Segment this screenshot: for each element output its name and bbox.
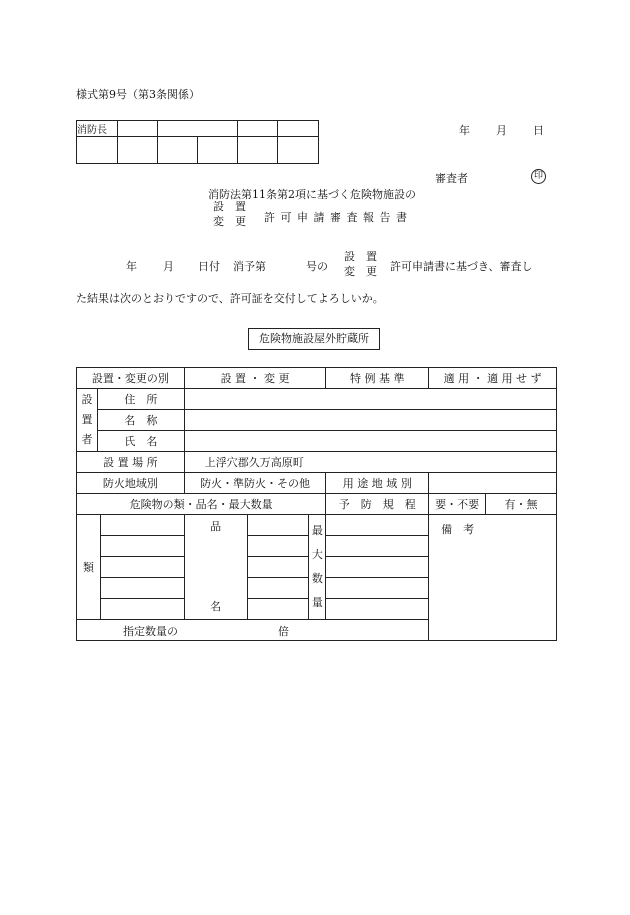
facility-type-box: 危険物施設屋外貯蔵所 [248,328,380,350]
title-line1: 消防法第11条第2項に基づく危険物施設の [208,188,416,201]
max-char: 量 [311,596,323,609]
installer-label [77,389,98,452]
intro-tail: 許可申請書に基づき、審査し [390,260,533,273]
installer-char: 設 [81,393,93,406]
main-form-table [76,367,557,641]
fire-zone-value: 防火・準防火・その他 [184,473,326,494]
use-zone-label: 用 途 地 域 別 [326,473,429,494]
install-change-label: 設置・変更の別 [77,368,185,389]
intro-option-install: 設 置 [344,250,377,263]
approval-stamp-table [76,120,319,164]
location-label: 設 置 場 所 [77,452,185,473]
designated-quantity-row [77,620,429,641]
item-name-cell [247,515,309,536]
item-name-cell [247,536,309,557]
special-standard-label: 特 例 基 準 [326,368,429,389]
item-name-cell [247,599,309,620]
max-quantity-cell [326,515,429,536]
class-cell [100,557,184,578]
prevention-rules-label: 予 防 規 程 [326,494,429,515]
max-quantity-cell [326,578,429,599]
location-value: 上浮穴郡久万高原町 [184,452,556,473]
special-standard-value: 適 用 ・ 適 用 せ ず [429,368,557,389]
installer-char: 者 [81,433,93,446]
install-change-value: 設 置 ・ 変 更 [184,368,326,389]
seal-mark: 印 [531,169,546,184]
title-option-install: 設 置 [213,200,246,213]
installer-person-label: 氏 名 [97,431,184,452]
intro-date-word: 日付 [198,260,220,273]
approval-box [118,121,158,137]
item-name-cell [247,557,309,578]
hazard-header: 危険物の類・品名・最大数量 [77,494,326,515]
item-name-top: 品 [210,520,222,533]
reviewer-label: 審査者 [435,172,468,185]
class-cell [100,515,184,536]
title-option-stack [213,199,246,229]
date-month: 月 [496,124,507,137]
date-day: 日 [533,124,544,137]
item-name-bottom: 名 [210,600,222,613]
approval-box [118,137,158,164]
approval-box [158,137,198,164]
intro-month: 月 [163,260,174,273]
class-cell [100,578,184,599]
max-quantity-label [309,515,326,620]
approval-box [278,137,319,164]
installer-person-value [184,431,556,452]
prevention-rules-required: 要・不要 [429,494,486,515]
designated-quantity-bai: 倍 [278,625,289,638]
approval-box [238,137,278,164]
installer-char: 置 [81,413,93,426]
intro-option-stack [344,249,377,279]
approval-box [77,137,118,164]
max-char: 数 [311,572,323,585]
remarks-label: 備 考 [441,523,475,536]
intro-option-change: 変 更 [344,265,377,278]
max-quantity-cell [326,599,429,620]
installer-address-value [184,389,556,410]
installer-name-label: 名 称 [97,410,184,431]
class-label: 類 [77,515,101,620]
item-name-label [184,515,247,620]
approval-box [238,121,278,137]
approval-box [198,137,238,164]
remarks-cell [429,515,557,641]
title-option-change: 変 更 [213,215,246,228]
prevention-rules-exists: 有・無 [486,494,557,515]
intro-line2: た結果は次のとおりですので、許可証を交付してよろしいか。 [76,292,384,305]
intro-shouyo: 消予第 [233,260,266,273]
item-name-cell [247,578,309,599]
max-quantity-cell [326,557,429,578]
use-zone-value [429,473,557,494]
installer-name-value [184,410,556,431]
chief-label: 消防長 [77,121,118,137]
fire-zone-label: 防火地域別 [77,473,185,494]
date-year: 年 [459,124,470,137]
class-cell [100,536,184,557]
approval-box [278,121,319,137]
max-quantity-cell [326,536,429,557]
max-char: 最 [311,524,323,537]
approval-box [158,121,238,137]
designated-quantity-label: 指定数量の [123,625,178,638]
class-cell [100,599,184,620]
form-number: 様式第9号（第3条関係） [76,88,200,101]
intro-year: 年 [126,260,137,273]
max-char: 大 [311,548,323,561]
installer-address-label: 住 所 [97,389,184,410]
intro-go-no: 号の [306,260,328,273]
title-main: 許可申請審査報告書 [264,211,413,224]
